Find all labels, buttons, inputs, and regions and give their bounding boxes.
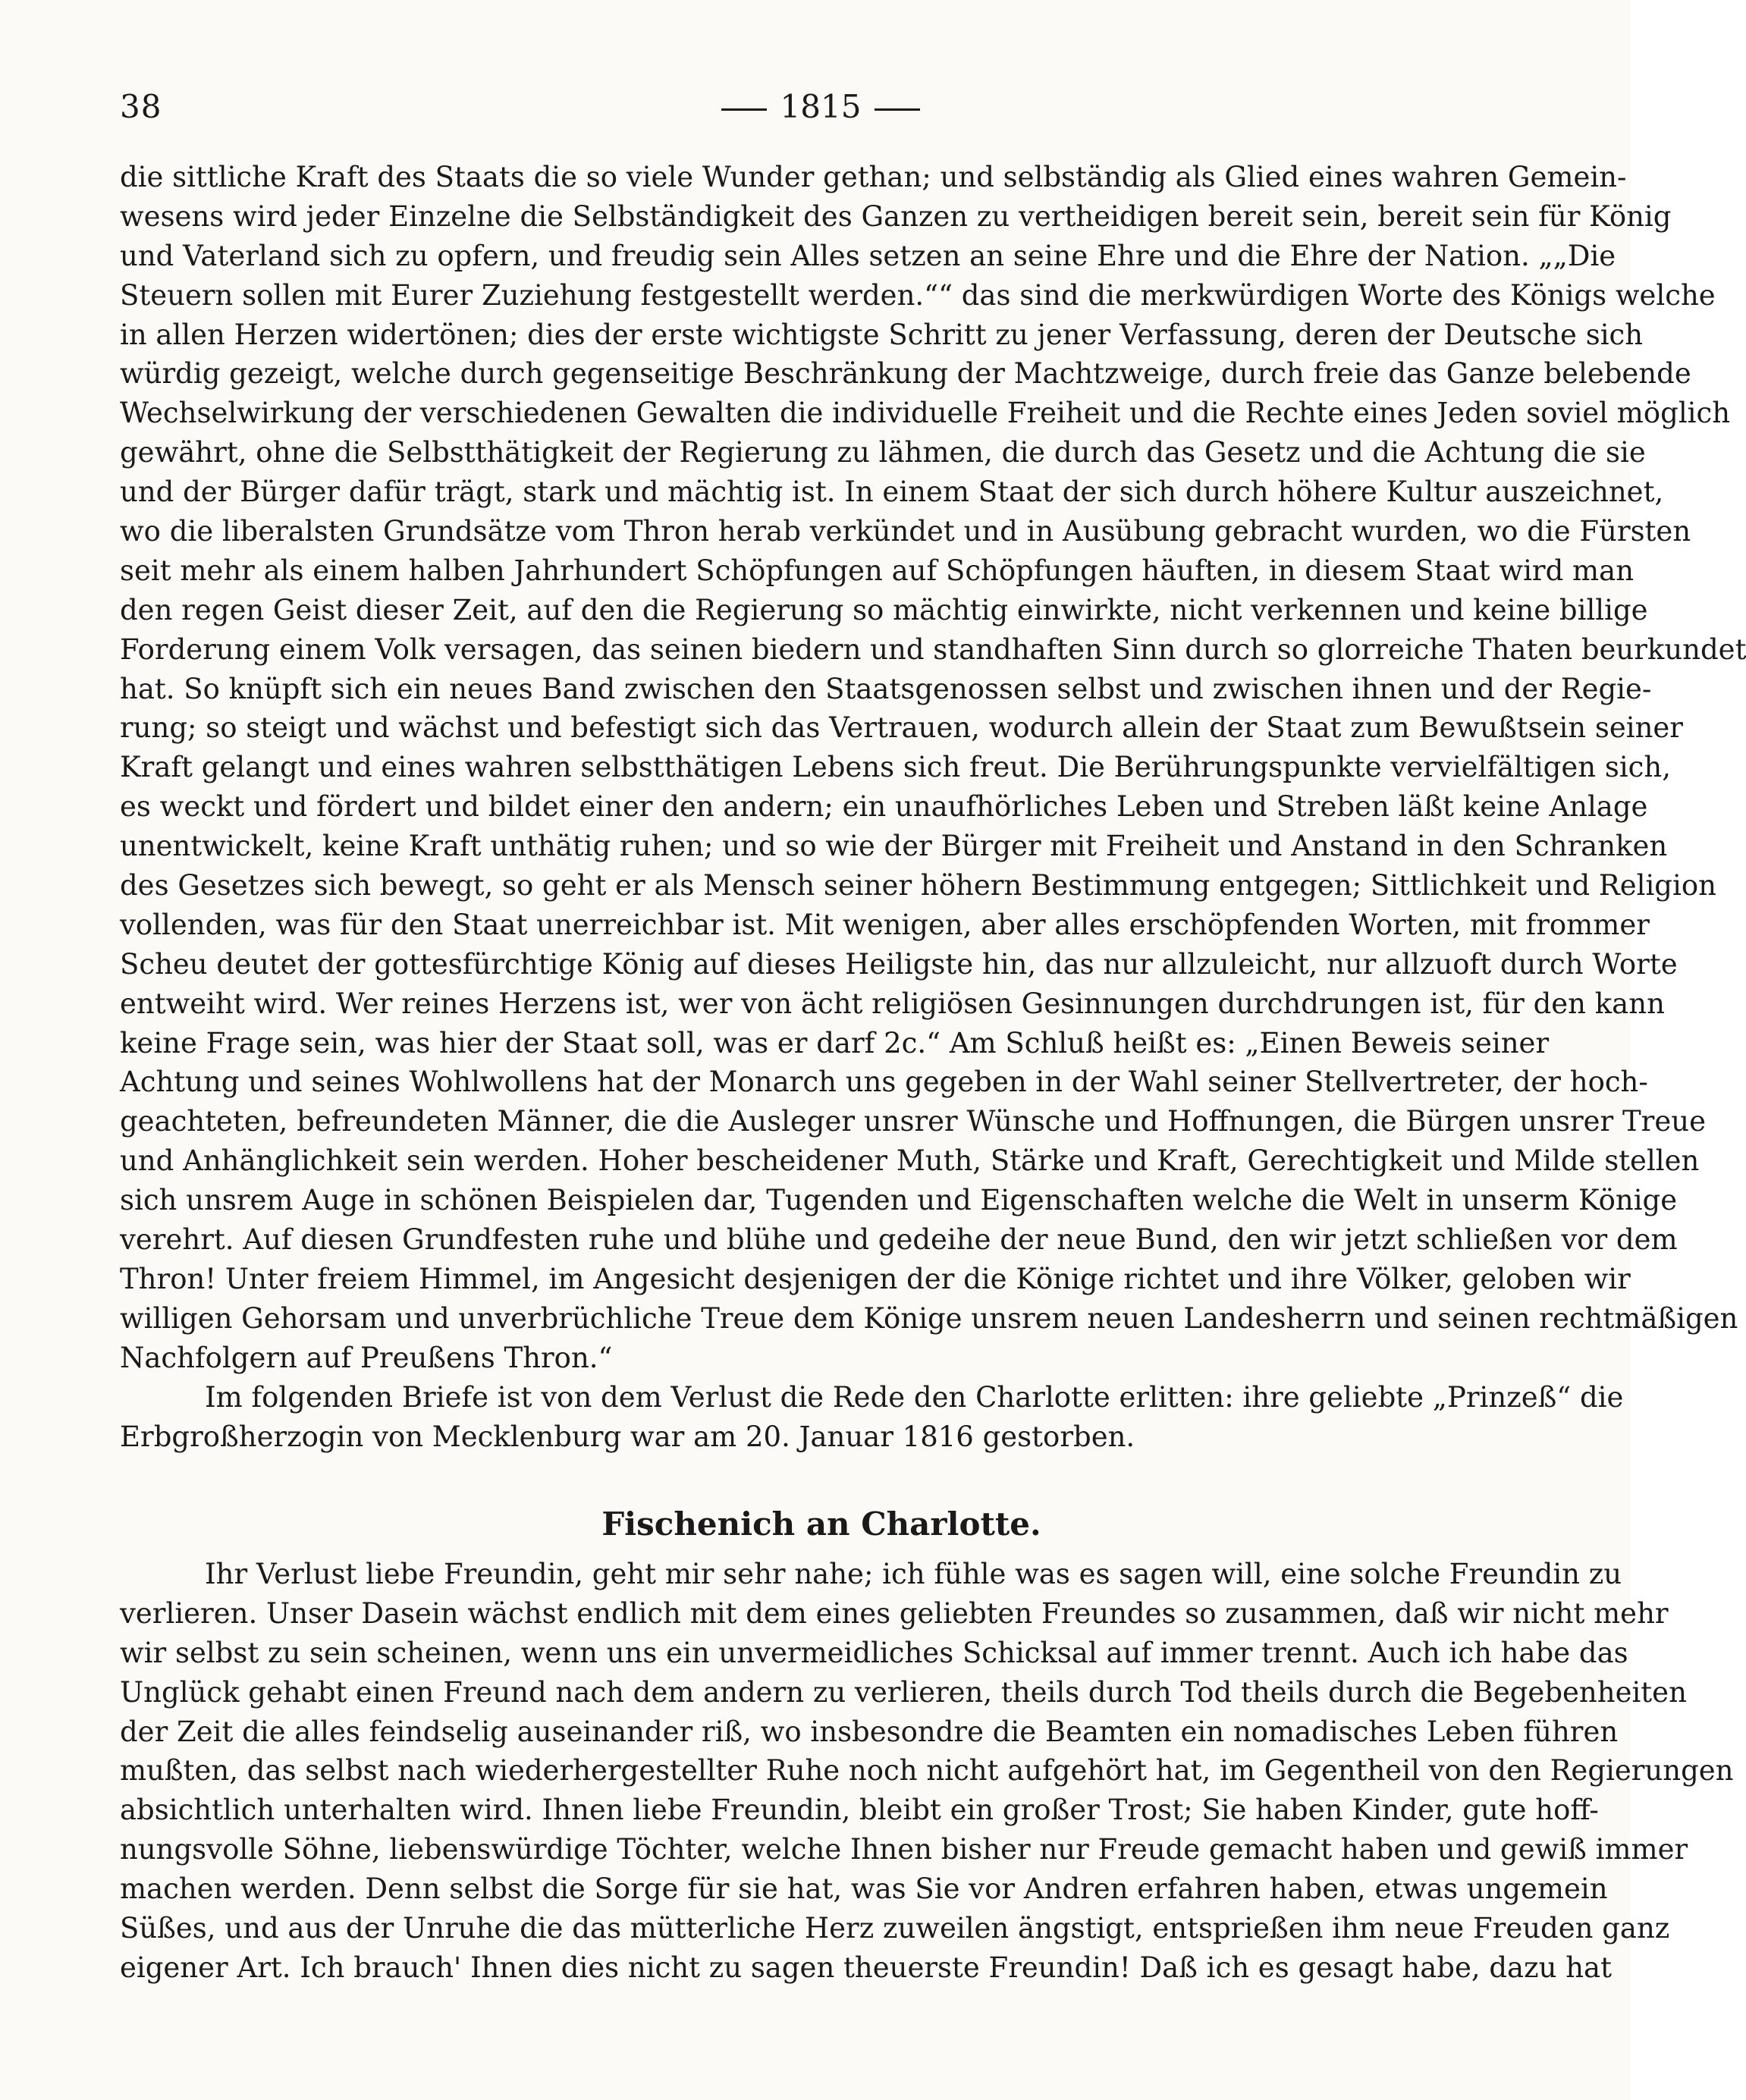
text-line: und Vaterland sich zu opfern, und freudig sein Alles setzen an seine Ehre und die Ehre der Nation. „„Die — [120, 239, 1616, 272]
text-line: den regen Geist dieser Zeit, auf den die Regierung so mächtig einwirkte, nicht verkennen und keine billige — [120, 593, 1648, 626]
text-line: sich unsrem Auge in schönen Beispielen dar, Tugenden und Eigenschaften welche die Welt in unserm Könige — [120, 1184, 1678, 1217]
text-line: unentwickelt, keine Kraft unthätig ruhen; und so wie der Bürger mit Freiheit und Anstand in den Schranken — [120, 830, 1668, 863]
text-line: hat. So knüpft sich ein neues Band zwischen den Staatsgenossen selbst und zwischen ihnen und der Regie- — [120, 672, 1652, 705]
text-line: Erbgroßherzogin von Mecklenburg war am 20. Januar 1816 gestorben. — [120, 1420, 1135, 1453]
text-line: Forderung einem Volk versagen, das seinen biedern und standhaften Sinn durch so glorreiche Thaten beurkundet — [120, 633, 1746, 666]
text-line: rung; so steigt und wächst und befestigt sich das Vertrauen, wodurch allein der Staat zum Bewußtsein seiner — [120, 711, 1683, 745]
page-number: 38 — [120, 88, 162, 125]
text-line: in allen Herzen widertönen; dies der erste wichtigste Schritt zu jener Verfassung, deren der Deutsche sich — [120, 318, 1644, 351]
text-line: seit mehr als einem halben Jahrhundert Schöpfungen auf Schöpfungen häuften, in diesem Staat wird man — [120, 554, 1635, 587]
text-line: Im folgenden Briefe ist von dem Verlust die Rede den Charlotte erlitten: ihre geliebte „Prinzeß“ die — [205, 1380, 1624, 1414]
letter-line: verlieren. Unser Dasein wächst endlich mit dem eines geliebten Freundes so zusammen, daß wir nicht mehr — [120, 1596, 1669, 1630]
text-line: keine Frage sein, was hier der Staat soll, was er darf 2c.“ Am Schluß heißt es: „Einen Beweis seiner — [120, 1026, 1550, 1059]
letter-text-block — [120, 1555, 1734, 1988]
letter-line: mußten, das selbst nach wiederhergestellter Ruhe noch nicht aufgehört hat, im Gegentheil von den Regierungen — [120, 1754, 1734, 1788]
text-line: wo die liberalsten Grundsätze vom Thron herab verkündet und in Ausübung gebracht wurden, wo die Fürsten — [120, 515, 1691, 548]
text-line: Kraft gelangt und eines wahren selbstthätigen Lebens sich freut. Die Berührungspunkte vervielfältigen sich, — [120, 751, 1671, 784]
main-text-block — [120, 158, 1746, 1456]
letter-line: Süßes, und aus der Unruhe die das mütterliche Herz zuweilen ängstigt, entsprießen ihm neue Freuden ganz — [120, 1912, 1670, 1945]
text-line: Nachfolgern auf Preußens Thron.“ — [120, 1341, 613, 1374]
text-line: entweiht wird. Wer reines Herzens ist, wer von ächt religiösen Gesinnungen durchdrungen ist, für den kann — [120, 987, 1665, 1020]
left-ornament-dash — [721, 108, 767, 111]
letter-line: nungsvolle Söhne, liebenswürdige Töchter, welche Ihnen bisher nur Freude gemacht haben und gewiß immer — [120, 1833, 1688, 1866]
letter-line: absichtlich unterhalten wird. Ihnen liebe Freundin, bleibt ein großer Trost; Sie haben Kinder, gute hoff- — [120, 1794, 1599, 1827]
letter-line: eigener Art. Ich brauch' Ihnen dies nicht zu sagen theuerste Freundin! Daß ich es gesagt habe, dazu hat — [120, 1951, 1612, 1984]
text-line: Scheu deutet der gottesfürchtige König auf dieses Heiligste hin, das nur allzuleicht, nur allzuoft durch Worte — [120, 947, 1678, 981]
header-year: 1815 — [780, 88, 862, 125]
right-ornament-dash — [875, 108, 920, 111]
text-line: wesens wird jeder Einzelne die Selbständigkeit des Ganzen zu vertheidigen bereit sein, bereit sein für König — [120, 199, 1672, 233]
text-line: gewährt, ohne die Selbstthätigkeit der Regierung zu lähmen, die durch das Gesetz und die Achtung die sie — [120, 436, 1646, 469]
text-line: es weckt und fördert und bildet einer den andern; ein unaufhörliches Leben und Streben läßt keine Anlage — [120, 790, 1648, 824]
letter-line: der Zeit die alles feindselig auseinander riß, wo insbesondre die Beamten ein nomadisches Leben führen — [120, 1715, 1619, 1748]
letter-line: Unglück gehabt einen Freund nach dem andern zu verlieren, theils durch Tod theils durch die Begebenheiten — [120, 1675, 1687, 1709]
text-line: Thron! Unter freiem Himmel, im Angesicht desjenigen der die Könige richtet und ihre Völker, geloben wir — [120, 1262, 1631, 1295]
text-line: willigen Gehorsam und unverbrüchliche Treue dem Könige unsrem neuen Landesherrn und seinen rechtmäßigen — [120, 1301, 1738, 1335]
text-line: geachteten, befreundeten Männer, die die Ausleger unsrer Wünsche und Hoffnungen, die Bürgen unsrer Treue — [120, 1105, 1706, 1138]
text-line: des Gesetzes sich bewegt, so geht er als Mensch seiner höhern Bestimmung entgegen; Sittlichkeit und Religion — [120, 869, 1716, 902]
text-line: verehrt. Auf diesen Grundfesten ruhe und blühe und gedeihe der neue Bund, den wir jetzt schließen vor dem — [120, 1223, 1678, 1257]
letter-line: machen werden. Denn selbst die Sorge für sie hat, was Sie vor Andren erfahren haben, etwas ungemein — [120, 1872, 1608, 1906]
letter-line: wir selbst zu sein scheinen, wenn uns ein unvermeidliches Schicksal auf immer trennt. Auch ich habe das — [120, 1636, 1628, 1669]
running-head — [120, 82, 1521, 132]
page-header — [120, 82, 1521, 132]
text-line: Steuern sollen mit Eurer Zuziehung festgestellt werden.““ das sind die merkwürdigen Worte des Königs welche — [120, 278, 1716, 312]
text-line: vollenden, was für den Staat unerreichbar ist. Mit wenigen, aber alles erschöpfenden Worten, mit frommer — [120, 908, 1650, 941]
text-line: Wechselwirkung der verschiedenen Gewalten die individuelle Freiheit und die Rechte eines Jeden soviel möglich — [120, 397, 1731, 430]
text-line: und der Bürger dafür trägt, stark und mächtig ist. In einem Staat der sich durch höhere Kultur auszeichnet, — [120, 476, 1664, 509]
letter-line: Ihr Verlust liebe Freundin, geht mir sehr nahe; ich fühle was es sagen will, eine solche Freundin zu — [205, 1558, 1622, 1590]
text-line: Achtung und seines Wohlwollens hat der Monarch uns gegeben in der Wahl seiner Stellvertreter, der hoch- — [120, 1066, 1648, 1099]
text-line: die sittliche Kraft des Staats die so viele Wunder gethan; und selbständig als Glied eines wahren Gemein- — [120, 161, 1627, 193]
text-line: und Anhänglichkeit sein werden. Hoher bescheidener Muth, Stärke und Kraft, Gerechtigkeit und Milde stellen — [120, 1144, 1700, 1178]
letter-heading: Fischenich an Charlotte. — [601, 1505, 1041, 1543]
text-line: würdig gezeigt, welche durch gegenseitige Beschränkung der Machtzweige, durch freie das Ganze belebende — [120, 357, 1691, 391]
